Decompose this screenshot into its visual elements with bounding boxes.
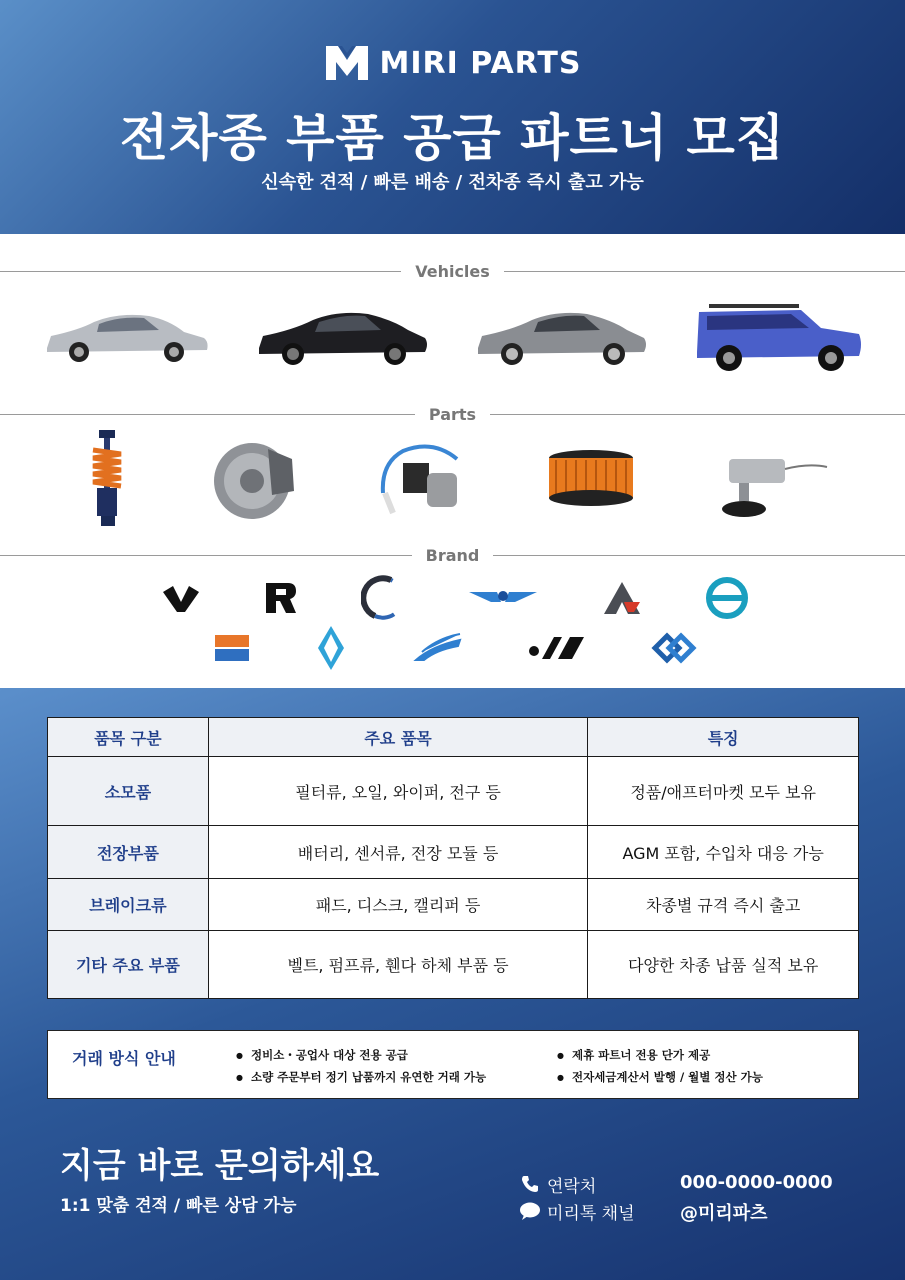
- brand-wings-logo-icon: [467, 582, 539, 614]
- section-label-parts: Parts: [0, 405, 905, 424]
- brand-row-2: [180, 624, 730, 672]
- brand-arrow-logo-icon: [602, 580, 642, 616]
- kakao-channel-id[interactable]: @미리파츠: [680, 1203, 768, 1224]
- table-header-row: [48, 718, 859, 757]
- cta-subtext: 1:1 맞춤 견적 / 빠른 상담 가능: [60, 1196, 297, 1216]
- load-cell-sensor-icon: [709, 433, 829, 523]
- table-header-features: 특징: [588, 718, 859, 757]
- phone-icon: [520, 1174, 540, 1194]
- table-cell-items: 배터리, 센서류, 전장 모듈 등: [208, 826, 588, 879]
- brand-teal-cross-logo-icon: [705, 576, 749, 620]
- table-cell-category: 소모품: [48, 757, 209, 826]
- cta-headline: 지금 바로 문의하세요: [60, 1146, 380, 1186]
- table-cell-features: AGM 포함, 수입차 대응 가능: [588, 826, 859, 879]
- brand-swirl-logo-icon: [361, 574, 405, 622]
- black-sedan-icon: [253, 308, 433, 368]
- table-row: [48, 931, 859, 999]
- parts-row: [40, 428, 865, 528]
- gray-sedan-icon: [472, 308, 652, 368]
- table-row: [48, 757, 859, 826]
- table-cell-items: 벨트, 펌프류, 휀다 하체 부품 등: [208, 931, 588, 999]
- table-row: [48, 879, 859, 931]
- brand-row-1: [130, 574, 780, 622]
- brand-slash-logo-icon: [528, 635, 586, 661]
- table-cell-items: 패드, 디스크, 캘리퍼 등: [208, 879, 588, 931]
- guide-bullet: ● 제휴 파트너 전용 단가 제공: [557, 1047, 710, 1063]
- table-cell-features: 다양한 차종 납품 실적 보유: [588, 931, 859, 999]
- table-row: [48, 826, 859, 879]
- section-label-brand: Brand: [0, 546, 905, 565]
- table-cell-category: 기타 주요 부품: [48, 931, 209, 999]
- guide-bullet: ● 전자세금계산서 발행 / 월별 정산 가능: [557, 1069, 763, 1085]
- table-cell-features: 차종별 규격 즉시 출고: [588, 879, 859, 931]
- air-filter-icon: [546, 448, 636, 508]
- phone-number[interactable]: 000-0000-0000: [680, 1172, 833, 1193]
- logo: [0, 44, 905, 82]
- product-table: [47, 717, 859, 999]
- trade-guide-box: [47, 1030, 859, 1099]
- ignition-coil-icon: [373, 433, 473, 523]
- table-cell-features: 정품/애프터마켓 모두 보유: [588, 757, 859, 826]
- coilover-suspension-icon: [77, 428, 137, 528]
- table-header-items: 주요 품목: [208, 718, 588, 757]
- section-label-vehicles: Vehicles: [0, 262, 905, 281]
- brand-r-logo-icon: [264, 581, 298, 615]
- brand-wave-logo-icon: [161, 582, 201, 614]
- kakao-channel-label: 미리톡 채널: [547, 1204, 635, 1224]
- brand-s-logo-icon: [213, 633, 251, 663]
- brand-stripes-logo-icon: [412, 632, 462, 664]
- header-banner: [0, 0, 905, 234]
- brand-chain-logo-icon: [651, 628, 697, 668]
- logo-text: MIRI PARTS: [379, 45, 582, 81]
- silver-sedan-icon: [39, 308, 214, 368]
- table-cell-items: 필터류, 오일, 와이퍼, 전구 등: [208, 757, 588, 826]
- guide-bullet: ● 소량 주문부터 정기 납품까지 유연한 거래 가능: [236, 1069, 486, 1085]
- phone-label: 연락처: [547, 1177, 597, 1197]
- miri-logo-icon: [324, 44, 370, 82]
- chat-bubble-icon: [519, 1201, 541, 1221]
- table-cell-category: 전장부품: [48, 826, 209, 879]
- trade-guide-title: 거래 방식 안내: [72, 1049, 176, 1068]
- page-title: 전차종 부품 공급 파트너 모집: [119, 109, 786, 167]
- vehicles-row: [20, 295, 885, 380]
- blue-suv-icon: [691, 300, 866, 375]
- table-cell-category: 브레이크류: [48, 879, 209, 931]
- guide-bullet: ● 정비소・공업사 대상 전용 공급: [236, 1047, 408, 1063]
- brand-diamond-logo-icon: [316, 624, 346, 672]
- table-header-category: 품목 구분: [48, 718, 209, 757]
- page-subtitle: 신속한 견적 / 빠른 배송 / 전차종 즉시 출고 가능: [261, 172, 644, 193]
- brake-disc-icon: [210, 433, 300, 523]
